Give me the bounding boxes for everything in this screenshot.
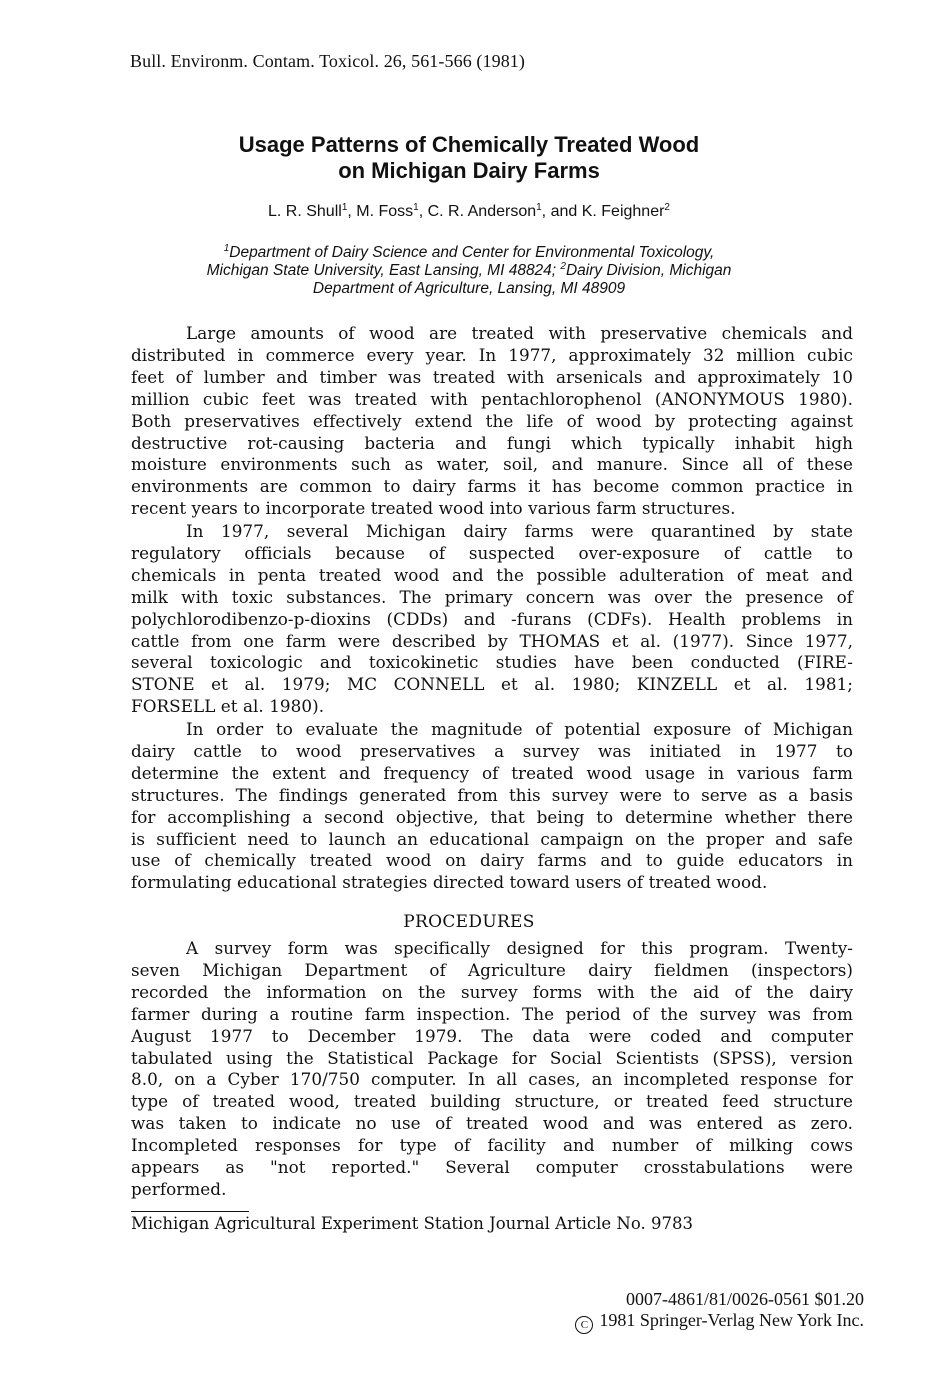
affiliation-text: Department of Agriculture, Lansing, MI 48909 [312,280,626,297]
text-line: type of treated wood, treated building structure, or treated feed structure [131,1091,853,1112]
text-line: environments are common to dairy farms it has become common practice in [131,476,853,497]
author-separator: , [347,203,357,220]
author-name: L. R. Shull [268,203,342,220]
article-title [0,132,938,184]
text-line: is sufficient need to launch an educational campaign on the proper and safe [131,828,853,849]
author-affiliation-mark: 1 [341,202,348,213]
copyright-icon: C [575,1316,593,1334]
text-line: recorded the information on the survey forms with the aid of the dairy [131,981,853,1002]
copyright-line [575,1310,864,1334]
author-separator: , and [541,203,582,220]
text-line: August 1977 to December 1979. The data were coded and computer [131,1025,853,1046]
text-line: determine the extent and frequency of treated wood usage in various farm [131,762,853,783]
affiliation-text: Michigan State University, East Lansing, MI 48824; [206,262,561,279]
affiliation-text: Dairy Division, Michigan [565,262,732,279]
text-line: formulating educational strategies directed toward users of treated wood. [131,872,768,893]
intro-paragraph-2 [131,521,853,718]
intro-paragraph-3 [131,719,853,894]
author-name: C. R. Anderson [427,203,537,220]
affiliations [0,244,938,298]
title-line-2: on Michigan Dairy Farms [338,158,600,183]
section-heading-procedures: PROCEDURES [403,912,535,932]
affiliation-line [0,262,938,280]
text-line: regulatory officials because of suspected over-exposure of cattle to [131,542,853,563]
text-line: polychlorodibenzo-p-dioxins (CDDs) and -furans (CDFs). Health problems in [131,608,853,629]
text-line: tabulated using the Statistical Package for Social Scientists (SPSS), version [131,1047,853,1068]
text-line: A survey form was specifically designed for this program. Twenty- [186,938,853,958]
author-name: K. Feighner [581,203,665,220]
text-line: million cubic feet was treated with pentachlorophenol (ANONYMOUS 1980). [131,388,853,409]
text-line: Large amounts of wood are treated with preservative chemicals and [186,323,853,343]
text-line: moisture environments such as water, soil, and manure. Since all of these [131,454,853,475]
text-line: milk with toxic substances. The primary concern was over the presence of [131,586,853,607]
author-affiliation-mark: 1 [413,202,419,213]
text-line: 8.0, on a Cyber 170/750 computer. In all cases, an incompleted response for [131,1069,853,1090]
footnote-rule [131,1211,249,1212]
title-line-1: Usage Patterns of Chemically Treated Wood [238,132,700,157]
footnote: Michigan Agricultural Experiment Station Journal Article No. 9783 [131,1214,693,1233]
text-line: feet of lumber and timber was treated with arsenicals and approximately 10 [131,366,853,387]
affiliation-line [0,244,938,262]
text-line: distributed in commerce every year. In 1977, approximately 32 million cubic [131,344,853,365]
imprint [575,1289,864,1334]
text-line: chemicals in penta treated wood and the possible adulteration of meat and [131,564,853,585]
text-line: Incompleted responses for type of facility and number of milking cows [131,1135,853,1156]
text-line: appears as "not reported." Several computer crosstabulations were [131,1157,853,1178]
author-separator: , [418,203,428,220]
text-line: seven Michigan Department of Agriculture dairy fieldmen (inspectors) [131,959,853,980]
text-line: destructive rot-causing bacteria and fungi which typically inhabit high [131,432,853,453]
affiliation-mark: 1 [223,243,230,254]
text-line: STONE et al. 1979; MC CONNELL et al. 1980; KINZELL et al. 1981; [131,674,853,695]
text-line: was taken to indicate no use of treated wood and was entered as zero. [131,1113,853,1134]
text-line: use of chemically treated wood on dairy farms and to guide educators in [131,850,853,871]
affiliation-mark: 2 [560,261,566,272]
text-line: FORSELL et al. 1980). [131,696,325,717]
author-affiliation-mark: 1 [536,202,542,213]
text-line: performed. [131,1178,227,1199]
text-line: In order to evaluate the magnitude of potential exposure of Michigan [186,719,853,739]
text-line: In 1977, several Michigan dairy farms were quarantined by state [186,521,853,541]
journal-citation: Bull. Environm. Contam. Toxicol. 26, 561-566 (1981) [130,51,525,71]
text-line: structures. The findings generated from this survey were to serve as a basis [131,784,853,805]
text-line: dairy cattle to wood preservatives a survey was initiated in 1977 to [131,740,853,761]
author-list [0,203,938,221]
procedures-paragraph [131,938,853,1201]
text-line: recent years to incorporate treated wood into various farm structures. [131,498,736,519]
text-line: Both preservatives effectively extend the life of wood by protecting against [131,410,853,431]
text-line: farmer during a routine farm inspection. The period of the survey was from [131,1003,853,1024]
affiliation-text: Department of Dairy Science and Center for Environmental Toxicology, [229,244,715,261]
copyright-text: 1981 Springer-Verlag New York Inc. [599,1310,864,1330]
issn-code: 0007-4861/81/0026-0561 $01.20 [626,1289,864,1309]
text-line: several toxicologic and toxicokinetic studies have been conducted (FIRE- [131,652,853,673]
affiliation-line [0,280,938,298]
author-affiliation-mark: 2 [664,202,670,213]
text-line: for accomplishing a second objective, that being to determine whether there [131,806,853,827]
author-name: M. Foss [356,203,414,220]
text-line: cattle from one farm were described by THOMAS et al. (1977). Since 1977, [131,630,853,651]
intro-paragraph-1 [131,323,853,520]
